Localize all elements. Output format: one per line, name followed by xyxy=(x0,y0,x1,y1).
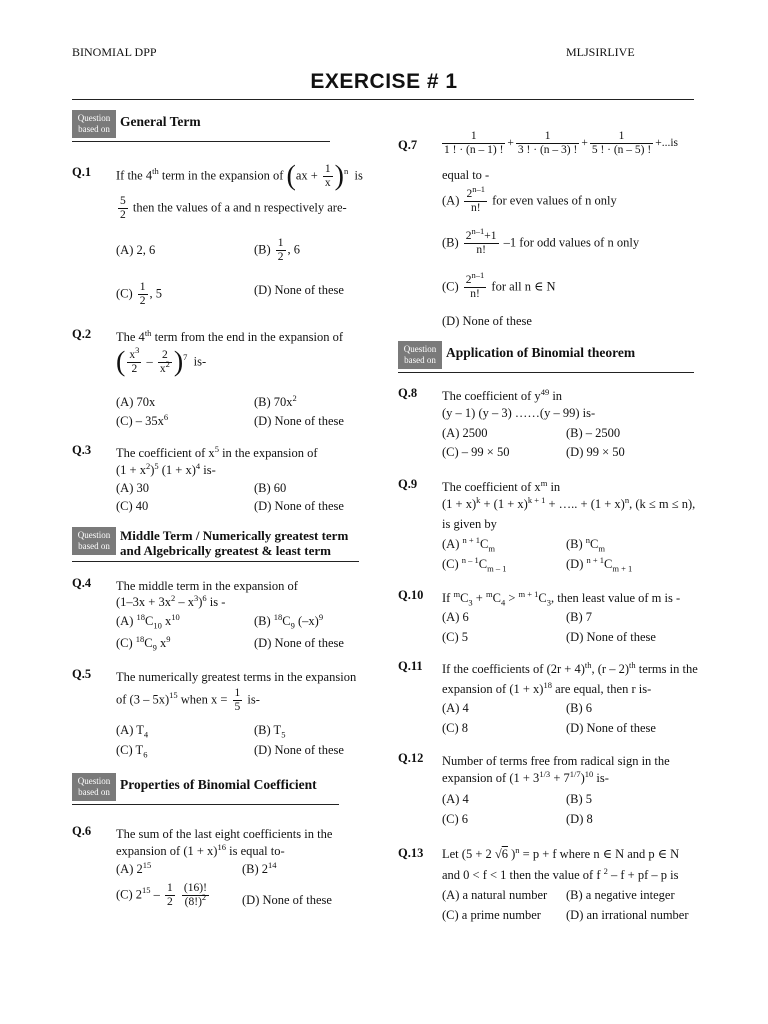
question-text: The sum of the last eight coefficients in the xyxy=(116,827,333,841)
question-based-on-tag: Question based on xyxy=(72,110,116,138)
section-general-term xyxy=(72,110,332,140)
page-header-right: MLJSIRLIVE xyxy=(566,45,635,59)
option-d[interactable]: (D) None of these xyxy=(566,721,656,735)
section-title: General Term xyxy=(120,114,201,129)
option-a[interactable]: (A) $^{18}C_{10}$ $x^{10}$ xyxy=(116,611,180,631)
question-number: Q.7 xyxy=(398,138,418,152)
question-8 xyxy=(398,386,698,459)
question-text: The middle term in the expansion of xyxy=(116,579,298,593)
option-d[interactable]: (D) None of these xyxy=(254,499,344,513)
question-expression: ( $\frac{x^3}{2}$ – $\frac{2}{x^2}$ )$^7$ is- xyxy=(116,345,207,378)
option-c[interactable]: (C) 5 xyxy=(442,630,469,644)
option-a[interactable]: (A) 30 xyxy=(116,481,149,495)
option-a[interactable]: (A) 6 xyxy=(442,610,469,624)
question-number: Q.8 xyxy=(398,386,418,400)
question-12 xyxy=(398,751,708,831)
option-c[interactable]: (C) a prime number xyxy=(442,908,541,922)
section-application xyxy=(398,341,696,371)
question-expression: of (3 – 5x)$^{15}$ when x = $\frac{1}{5}$ is- xyxy=(116,687,260,713)
option-d[interactable]: (D) None of these xyxy=(254,636,344,650)
title-rule xyxy=(72,99,694,100)
question-11 xyxy=(398,659,708,739)
option-a[interactable]: (A) a natural number xyxy=(442,888,548,902)
question-text: The 4th term from the end in the expansion of xyxy=(116,327,344,344)
option-c[interactable]: (C) $\frac{1}{2}$ , 5 xyxy=(116,281,163,307)
question-expression: expansion of $(1 + 3^{1/3} + 7^{1/7})^{10}$ is- xyxy=(442,768,609,785)
question-number: Q.11 xyxy=(398,659,423,673)
question-text: The coefficient of $x^m$ in xyxy=(442,477,561,494)
question-number: Q.5 xyxy=(72,667,92,681)
option-d[interactable]: (D) None of these xyxy=(566,630,656,644)
question-text: Let (5 + 2 √6 )$^n$ = p + f where n ∈ N and p ∈ N xyxy=(442,844,680,861)
option-d[interactable]: (D) 8 xyxy=(566,812,593,826)
option-b[interactable]: (B) 6 xyxy=(566,701,593,715)
option-d[interactable]: (D) None of these xyxy=(254,283,344,297)
question-2 xyxy=(72,327,372,437)
question-text: equal to - xyxy=(442,168,490,182)
option-b[interactable]: (B) – 2500 xyxy=(566,426,621,440)
question-expression: (y – 1) (y – 3) ……(y – 99) is- xyxy=(442,406,596,420)
question-6 xyxy=(72,824,372,924)
option-d[interactable]: (D) None of these xyxy=(254,743,344,757)
question-text-cont: is given by xyxy=(442,517,497,531)
option-d[interactable]: (D) None of these xyxy=(442,314,532,328)
option-c[interactable]: (C) $2^{15}$ – $\frac{1}{2}$ $\frac{(16)!}{(8!)^2}$ xyxy=(116,882,207,908)
option-b[interactable]: (B) $\frac{2^{n-1}+1}{n!}$ –1 for odd values of n only xyxy=(442,226,640,256)
question-based-on-tag: Question based on xyxy=(72,527,116,555)
question-text-cont: $\frac{5}{2}$ then the values of a and n respectively are- xyxy=(120,195,347,221)
option-d[interactable]: (D) None of these xyxy=(254,414,344,428)
option-a[interactable]: (A) $^{n + 1}C_m$ xyxy=(442,534,495,554)
option-b[interactable]: (B) 60 xyxy=(254,481,287,495)
question-expression: $(1 + x^2)^5$ $(1 + x)^4$ is- xyxy=(116,460,216,477)
option-a[interactable]: (A) 2500 xyxy=(442,426,488,440)
option-c[interactable]: (C) $T_6$ xyxy=(116,743,148,760)
question-text: If the coefficients of $(2r + 4)^{th}$, (r – 2)$^{th}$ terms in the expansion of $(1 + x)^{18}$ are equal, then r is- xyxy=(442,659,698,696)
option-d[interactable]: (D) $^{n + 1}C_{m + 1}$ xyxy=(566,554,633,574)
option-c[interactable]: (C) – 99 × 50 xyxy=(442,445,510,459)
question-expression: expansion of $(1 + x)^{16}$ is equal to- xyxy=(116,841,285,858)
question-number: Q.10 xyxy=(398,588,424,602)
option-b[interactable]: (B) 7 xyxy=(566,610,593,624)
question-number: Q.3 xyxy=(72,443,92,457)
question-1 xyxy=(72,160,372,307)
option-b[interactable]: (B) 5 xyxy=(566,792,593,806)
question-9 xyxy=(398,477,708,577)
option-d[interactable]: (D) 99 × 50 xyxy=(566,445,625,459)
option-b[interactable]: (B) $T_5$ xyxy=(254,723,286,740)
option-a[interactable]: (A) 4 xyxy=(442,792,469,806)
option-c[interactable]: (C) 6 xyxy=(442,812,469,826)
option-b[interactable]: (B) $\frac{1}{2}$ , 6 xyxy=(254,237,301,263)
option-a[interactable]: (A) $2^{15}$ xyxy=(116,859,152,876)
section-middle-term xyxy=(72,527,362,557)
question-expression: $\frac{1}{1 ! \cdot (n - 1) !}$ + $\frac{1}{3 ! \cdot (n - 3) !}$ + $\frac{1}{5 ! \cdot (n - 5) !}$ +...is xyxy=(444,130,678,156)
question-text: The numerically greatest terms in the expansion xyxy=(116,670,357,684)
question-number: Q.12 xyxy=(398,751,424,765)
question-number: Q.6 xyxy=(72,824,92,838)
option-c[interactable]: (C) $^{n - 1}C_{m - 1}$ xyxy=(442,554,507,574)
option-b[interactable]: (B) $2^{14}$ xyxy=(242,859,277,876)
question-3 xyxy=(72,443,372,513)
question-text: Number of terms free from radical sign in the xyxy=(442,754,670,768)
page-header-left: BINOMIAL DPP xyxy=(72,45,157,59)
option-b[interactable]: (B) a negative integer xyxy=(566,888,675,902)
question-text: If the 4th term in the expansion of (ax + $\frac{1}{x}$ )$^n$ is xyxy=(116,160,363,192)
option-a[interactable]: (A) $\frac{2^{n-1}}{n!}$ for even values of n only xyxy=(442,184,617,214)
question-5 xyxy=(72,667,372,767)
section-properties xyxy=(72,773,342,803)
question-10 xyxy=(398,588,708,648)
question-7 xyxy=(398,130,698,335)
option-c[interactable]: (C) $\frac{2^{n-1}}{n!}$ for all n ∈ N xyxy=(442,270,556,300)
option-a[interactable]: (A) $T_4$ xyxy=(116,723,149,740)
question-text: The coefficient of $x^5$ in the expansion of xyxy=(116,443,318,460)
question-based-on-tag: Question based on xyxy=(398,341,442,369)
option-c[interactable]: $(C) - 35x^6$ xyxy=(116,411,169,428)
question-text: If $^mC_3 + ^mC_4 > ^{m + 1}C_3$, then least value of m is - xyxy=(442,588,681,608)
option-d[interactable]: (D) None of these xyxy=(242,893,332,907)
question-text-cont: and 0 < f < 1 then the value of f $^2$ – f + pf – p is xyxy=(442,865,679,882)
option-a[interactable]: (A) 70x xyxy=(116,395,156,409)
page-title: EXERCISE # 1 xyxy=(310,70,458,93)
option-b[interactable]: (B) $^nC_m$ xyxy=(566,534,606,554)
question-expression: $(1-3x + 3x^2 - x^3)^6$ is - xyxy=(116,592,226,609)
question-number: Q.2 xyxy=(72,327,92,341)
option-a[interactable]: (A) 2, 6 xyxy=(116,243,156,257)
question-based-on-tag: Question based on xyxy=(72,773,116,801)
section-title: Properties of Binomial Coefficient xyxy=(120,777,317,792)
question-number: Q.9 xyxy=(398,477,418,491)
question-expression: $(1 + x)^k + (1 + x)^{k + 1}$ + ….. + $(1 + x)^n$, (k ≤ m ≤ n), xyxy=(442,494,696,511)
option-a[interactable]: (A) 4 xyxy=(442,701,469,715)
section-title: Application of Binomial theorem xyxy=(446,345,636,360)
option-b[interactable]: (B) $^{18}C_9$ $(-x)^9$ xyxy=(254,611,324,631)
question-4 xyxy=(72,576,372,656)
option-c[interactable]: (C) 40 xyxy=(116,499,149,513)
question-number: Q.13 xyxy=(398,846,424,860)
option-c[interactable]: (C) 8 xyxy=(442,721,469,735)
question-number: Q.1 xyxy=(72,165,92,179)
section-title: Middle Term / Numerically greatest term and Algebrically greatest & least term xyxy=(120,528,349,558)
question-text: The coefficient of $y^{49}$ in xyxy=(442,386,563,403)
option-b[interactable]: (B) $70x^2$ xyxy=(254,392,297,409)
option-d[interactable]: (D) an irrational number xyxy=(566,908,689,922)
question-13 xyxy=(398,846,708,926)
option-c[interactable]: (C) $^{18}C_9$ $x^9$ xyxy=(116,633,171,653)
question-number: Q.4 xyxy=(72,576,92,590)
